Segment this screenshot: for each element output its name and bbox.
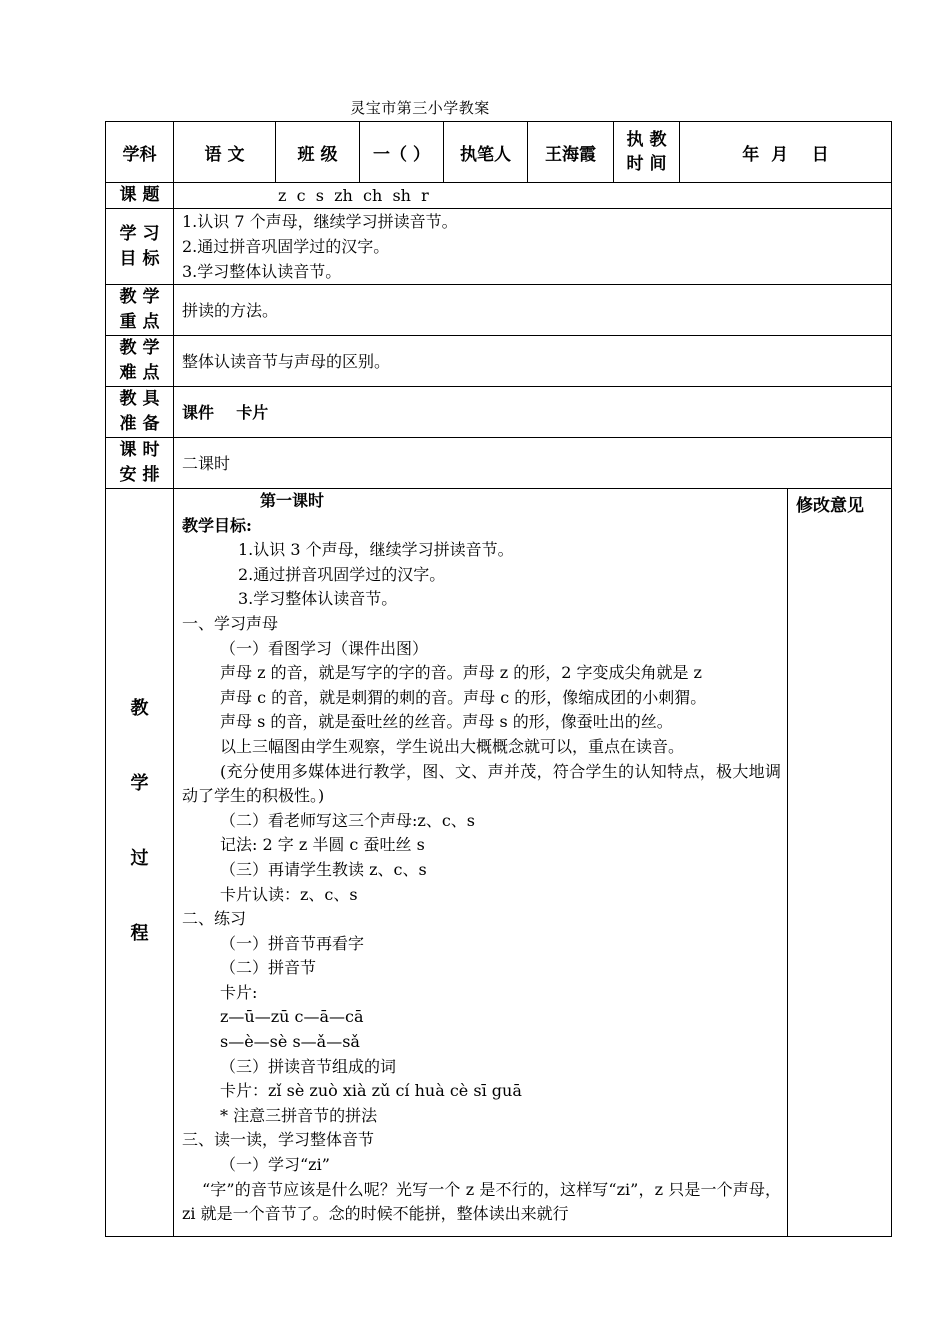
process-label-char: 教 (130, 698, 149, 719)
content-line: 声母 z 的音，就是写字的字的音。声母 z 的形，2 字变成尖角就是 z (220, 663, 702, 683)
objectives-heading: 教学目标: (182, 515, 252, 535)
section-heading: 二、练习 (182, 909, 247, 929)
content-line: 卡片: (220, 982, 258, 1002)
subsection-heading: （一）看图学习（课件出图） (220, 638, 429, 658)
goal-item: 3.学习整体认读音节。 (182, 262, 342, 281)
author-value: 王海霞 (528, 122, 614, 183)
content-paragraph: “字”的音节应该是什么呢？光写一个 z 是不行的，这样写“zi”，z 只是一个声母，zi 就是一个音节了。念的时候不能拼，整体读出来就行 (182, 1179, 781, 1224)
process-row (106, 489, 892, 1237)
process-label-char: 过 (130, 848, 149, 869)
process-label-char: 学 (130, 773, 149, 794)
class-label: 班 级 (276, 122, 360, 183)
key-point-row (106, 285, 892, 336)
goal-item: 2.通过拼音巩固学过的汉字。 (182, 237, 390, 256)
content-line: s—è—sè s—ǎ—sǎ (220, 1032, 360, 1052)
schedule-label: 课 时 安 排 (106, 438, 174, 489)
goals-label: 学 习 目 标 (106, 209, 174, 285)
subsection-heading: （一）拼音节再看字 (220, 933, 365, 953)
goal-item: 1.认识 7 个声母，继续学习拼读音节。 (182, 212, 458, 231)
content-line: * 注意三拼音节的拼法 (220, 1105, 378, 1125)
topic-row (106, 183, 892, 209)
section-heading: 三、读一读，学习整体音节 (182, 1130, 375, 1150)
objective-item: 3.学习整体认读音节。 (238, 589, 398, 609)
difficulty-label: 教 学 难 点 (106, 336, 174, 387)
tools-label: 教 具 准 备 (106, 387, 174, 438)
tools-row (106, 387, 892, 438)
subsection-heading: （二）拼音节 (220, 958, 317, 978)
content-line: 卡片认读：z、c、s (220, 884, 358, 904)
document-title: 灵宝市第三小学教案 (350, 99, 490, 117)
content-line: z—ū—zū c—ā—cā (220, 1007, 364, 1027)
class-value: 一（ ） (360, 122, 444, 183)
lesson-heading: 第一课时 (260, 491, 325, 510)
objective-item: 1.认识 3 个声母，继续学习拼读音节。 (238, 540, 514, 560)
revision-notes-column: 修改意见 (788, 489, 892, 1237)
process-label (106, 489, 174, 1237)
subsection-heading: （三）拼读音节组成的词 (220, 1056, 397, 1076)
key-point-label: 教 学 重 点 (106, 285, 174, 336)
section-heading: 一、学习声母 (182, 613, 279, 633)
schedule-row (106, 438, 892, 489)
topic-label: 课 题 (106, 183, 174, 209)
subject-label: 学科 (106, 122, 174, 183)
teaching-time-label: 执 教 时 间 (614, 122, 680, 183)
difficulty-value: 整体认读音节与声母的区别。 (174, 336, 892, 387)
author-label: 执笔人 (444, 122, 528, 183)
schedule-value: 二课时 (174, 438, 892, 489)
subsection-heading: （一）学习“zi” (220, 1155, 330, 1175)
topic-value: z c s zh ch sh r (174, 183, 892, 209)
content-line: 卡片：zǐ sè zuò xià zǔ cí huà cè sī guā (220, 1081, 522, 1101)
lesson-plan-table (105, 121, 892, 1237)
key-point-value: 拼读的方法。 (174, 285, 892, 336)
subsection-heading: （二）看老师写这三个声母:z、c、s (220, 810, 475, 830)
goals-row (106, 209, 892, 285)
content-line: 以上三幅图由学生观察，学生说出大概概念就可以，重点在读音。 (220, 736, 685, 756)
process-label-char: 程 (130, 923, 149, 944)
difficulty-row (106, 336, 892, 387)
goals-list (174, 209, 892, 285)
objective-item: 2.通过拼音巩固学过的汉字。 (238, 564, 446, 584)
content-paragraph: (充分使用多媒体进行教学，图、文、声并茂，符合学生的认知特点，极大地调动了学生的积极性。) (182, 761, 781, 806)
teaching-date-value: 年 月 日 (680, 122, 892, 183)
process-content (174, 489, 788, 1237)
subject-value: 语 文 (174, 122, 276, 183)
subsection-heading: （三）再请学生教读 z、c、s (220, 859, 427, 879)
header-row (106, 122, 892, 183)
tools-value: 课件 卡片 (174, 387, 892, 438)
content-line: 记法: 2 字 z 半圆 c 蚕吐丝 s (220, 835, 425, 855)
content-line: 声母 c 的音，就是刺猬的刺的音。声母 c 的形，像缩成团的小刺猬。 (220, 687, 707, 707)
content-line: 声母 s 的音，就是蚕吐丝的丝音。声母 s 的形，像蚕吐出的丝。 (220, 712, 673, 732)
